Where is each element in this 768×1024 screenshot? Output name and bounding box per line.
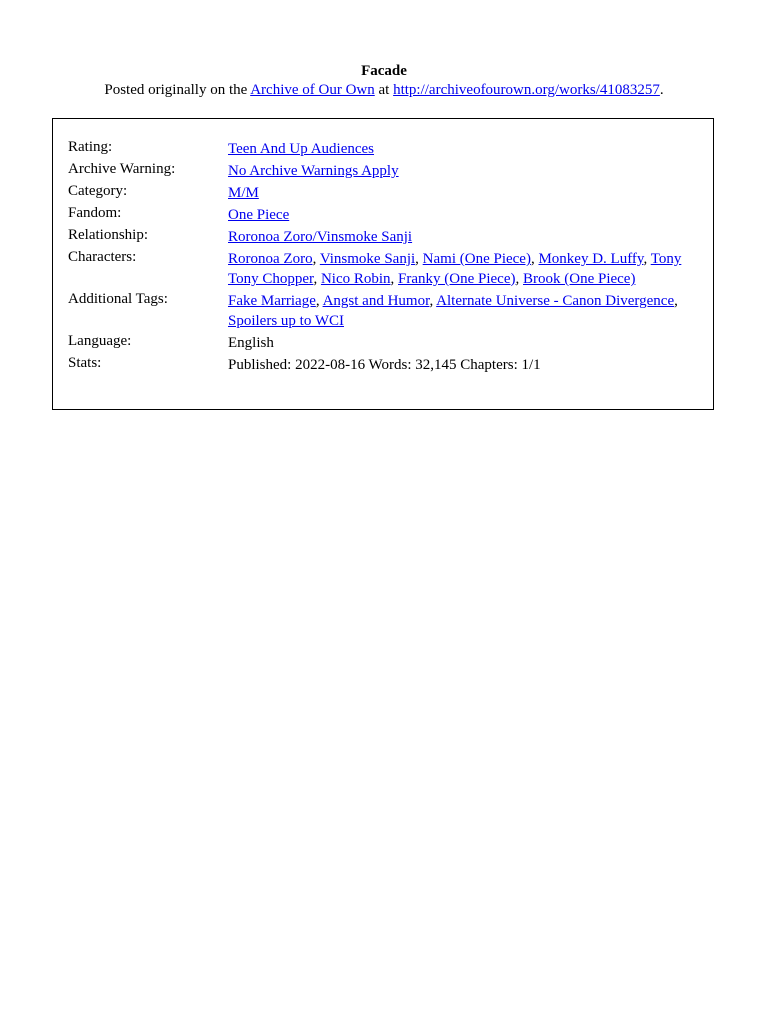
- warning-label: Archive Warning:: [68, 161, 176, 177]
- relationship-tags: [228, 229, 412, 245]
- characters-value: [228, 247, 698, 289]
- rating-tags: [228, 141, 374, 157]
- posted-suffix: .: [659, 82, 664, 98]
- characters-label: Characters:: [68, 249, 137, 265]
- tag-link[interactable]: Fake Marriage: [228, 293, 316, 309]
- characters-tags: Roronoa Zoro, Vinsmoke Sanji, Nami (One Piece), Monkey D. Luffy, Tony Tony Chopper, Nico Robin, Franky (One Piece), Brook (One Piece): [228, 251, 682, 287]
- tag-link[interactable]: Roronoa Zoro: [228, 251, 313, 267]
- meta-row-category: [68, 181, 698, 203]
- tag-link[interactable]: Roronoa Zoro/Vinsmoke Sanji: [228, 229, 413, 245]
- meta-row-fandom: [68, 203, 698, 225]
- metadata-table: [68, 137, 698, 375]
- stats-value: Published: 2022-08-16 Words: 32,145 Chapters: 1/1: [228, 357, 541, 373]
- language-label: Language:: [68, 333, 132, 349]
- work-header: [0, 62, 768, 100]
- work-title: Facade: [361, 63, 407, 79]
- tag-link[interactable]: Nico Robin: [320, 271, 391, 287]
- stats-label: Stats:: [68, 355, 102, 371]
- relationship-value: [228, 225, 698, 247]
- meta-row-characters: [68, 247, 698, 289]
- fandom-tags: [228, 207, 289, 223]
- tag-link[interactable]: Teen And Up Audiences: [228, 141, 375, 157]
- posted-prefix: Posted originally on the: [104, 82, 251, 98]
- tag-link[interactable]: Monkey D. Luffy: [538, 251, 644, 267]
- fandom-value: [228, 203, 698, 225]
- rating-value: [228, 137, 698, 159]
- warning-value: [228, 159, 698, 181]
- rating-label: Rating:: [68, 139, 113, 155]
- tag-link[interactable]: One Piece: [228, 207, 290, 223]
- fandom-label: Fandom:: [68, 205, 122, 221]
- meta-row-additional-tags: [68, 289, 698, 331]
- additional-tags-list: Fake Marriage, Angst and Humor, Alternate Universe - Canon Divergence, Spoilers up to WCI: [228, 293, 678, 329]
- meta-row-warning: [68, 159, 698, 181]
- language-value: English: [228, 335, 274, 351]
- category-value: [228, 181, 698, 203]
- posted-line: [0, 81, 768, 100]
- tag-link[interactable]: No Archive Warnings Apply: [228, 163, 399, 179]
- posted-mid: at: [374, 82, 394, 98]
- category-tags: [228, 185, 259, 201]
- work-url-link[interactable]: http://archiveofourown.org/works/41083257: [393, 82, 660, 98]
- archive-link[interactable]: Archive of Our Own: [250, 82, 375, 98]
- relationship-label: Relationship:: [68, 227, 148, 243]
- category-label: Category:: [68, 183, 128, 199]
- tag-link[interactable]: Alternate Universe - Canon Divergence: [436, 293, 675, 309]
- tag-link[interactable]: Tony Tony Chopper: [228, 251, 682, 287]
- additional-tags-value: [228, 289, 698, 331]
- metadata-box: [52, 118, 714, 410]
- meta-row-stats: [68, 353, 698, 375]
- meta-row-language: [68, 331, 698, 353]
- additional-tags-label: Additional Tags:: [68, 291, 168, 307]
- meta-row-relationship: [68, 225, 698, 247]
- tag-link[interactable]: M/M: [228, 185, 259, 201]
- tag-link[interactable]: Angst and Humor: [322, 293, 430, 309]
- tag-link[interactable]: Brook (One Piece): [523, 271, 636, 287]
- meta-row-rating: [68, 137, 698, 159]
- tag-link[interactable]: Spoilers up to WCI: [228, 313, 344, 329]
- tag-link[interactable]: Nami (One Piece): [422, 251, 531, 267]
- warning-tags: [228, 163, 399, 179]
- tag-link[interactable]: Vinsmoke Sanji: [319, 251, 416, 267]
- tag-link[interactable]: Franky (One Piece): [398, 271, 516, 287]
